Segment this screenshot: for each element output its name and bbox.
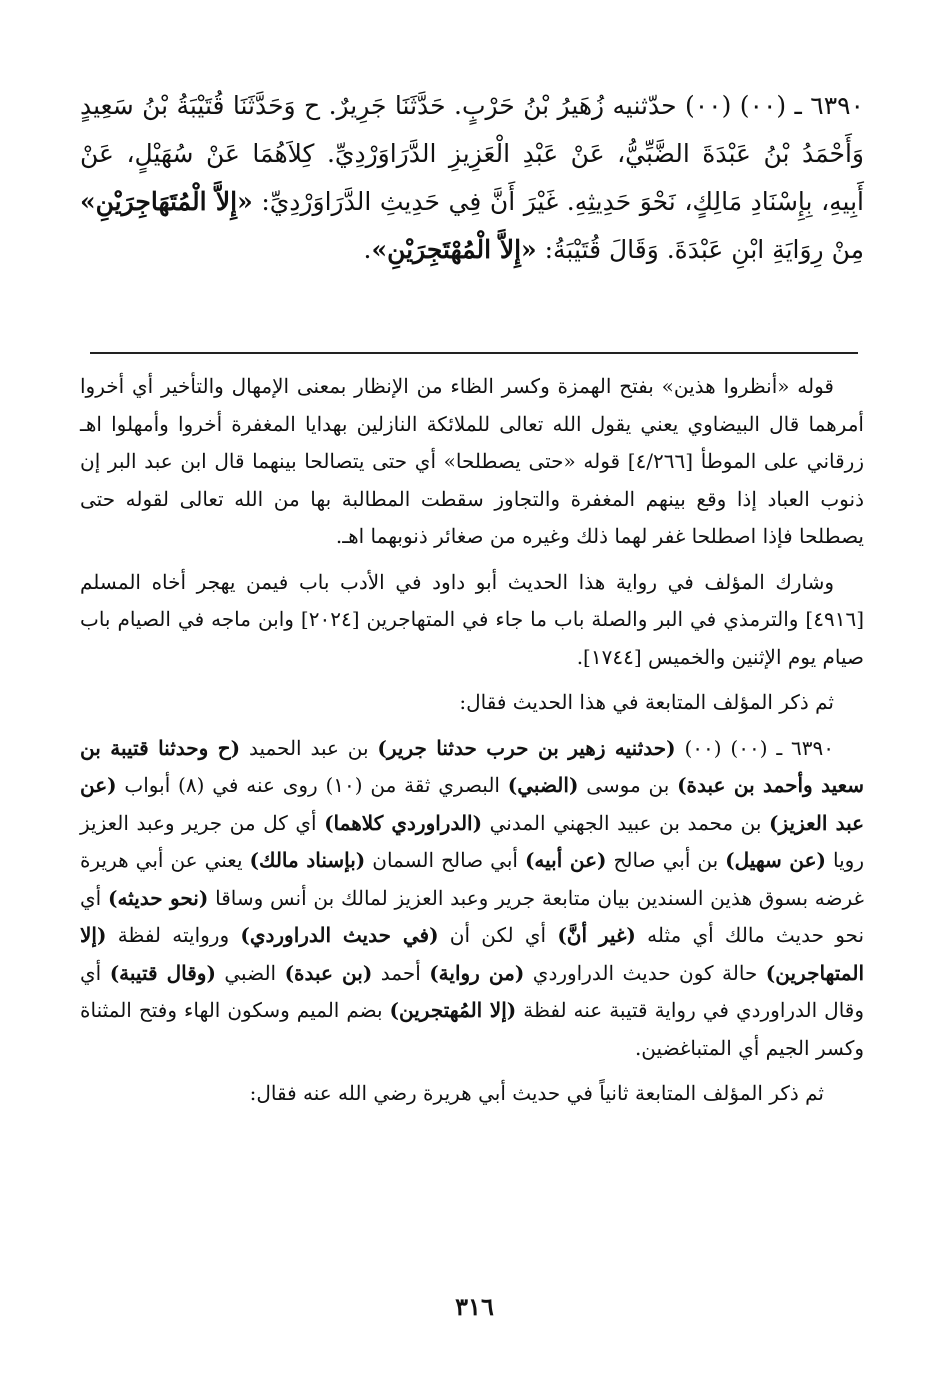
segment: بن عبد الحميد [248, 735, 369, 760]
segment: البصري ثقة من (١٠) روى عنه في (٨) أبواب [124, 773, 500, 797]
segment: بن محمد بن عبيد الجهني المدني [489, 810, 762, 835]
page-number: ٣١٦ [455, 1292, 494, 1321]
segment: يعني عن أبي هريرة غرضه بسوق هذين السندين بيان متابعة جرير وعبد العزيز لمالك بن أنس وساقا [80, 848, 865, 910]
bold-segment: (إلا المتهاجرين) [80, 923, 865, 985]
segment: حالة كون حديث الدراوردي [532, 960, 758, 985]
bold-segment: (وقال قتيبة) [109, 960, 216, 985]
commentary-paragraph-2: وشارك المؤلف في رواية هذا الحديث أبو داود في الأدب باب فيمن يهجر أخاه المسلم [٤٩١٦] والترمذي في البر والصلة باب ما جاء في المتهاجرين [٢٠٢٤] وابن ماجه في الصيام باب صيام يوم الإثنين والخميس [١٧٤٤]. [80, 569, 864, 669]
segment: الضبي [224, 960, 277, 985]
segment: وروايته لفظة [117, 923, 230, 947]
bold-segment: (بن عبدة) [284, 960, 373, 985]
bold-segment: (عن سهيل) [725, 848, 827, 872]
hadith-text [80, 82, 864, 274]
commentary-paragraph-1: قوله «أنظروا هذين» بفتح الهمزة وكسر الظاء من الإنظار بمعنى الإمهال والتأخير أي أخروا أمرهما قال البيضاوي يعني يقول الله تعالى للملائكة النازلين بهدايا المغفرة أخروا وأمهلوا اهـ زرقاني على الموطأ [٤/٢٦٦] قوله «حتى يصطلحا» أي حتى يتصالحا بينهما قال ابن عبد البر إن ذنوب العباد إذا وقع بينهم المغفرة والتجاوز سقطت المطالبة بها من الله تعالى لقوله حتى يصطلحا فإذا اصطلحا غفر لهما ذلك وغيره من صغائر ذنوبهما اهـ. [80, 374, 864, 548]
hadith-number: ٦٣٩٠ ـ (٠٠) (٠٠) [684, 91, 864, 120]
segment: بن موسى [586, 773, 670, 797]
commentary [80, 368, 864, 1121]
segment: أحمد [380, 960, 421, 985]
bold-segment: (في حديث الدراوردي) [240, 923, 439, 947]
hadith-body: حدّثنيه زُهَيرُ بْنُ حَرْبٍ. حَدَّثَنَا جَرِيرٌ. ح وَحَدَّثَنَا قُتَيْبَةُ بْنُ سَعِيدٍ وَأَحْمَدُ بْنُ عَبْدَةَ الضَّبِّيُّ، عَنْ عَبْدِ الْعَزِيزِ الدَّرَاوَرْدِيِّ. كِلاَهُمَا عَنْ سُهَيْلٍ، عَنْ أَبِيهِ، بِإِسْنَادِ مَالِكٍ، نَحْوَ حَدِيثِهِ. غَيْرَ أَنَّ فِي حَدِيثِ الدَّرَاوَرْدِيِّ: [80, 91, 864, 216]
bold-segment: (عن أبيه) [524, 848, 607, 872]
segment: بن أبي صالح [613, 848, 719, 872]
hadith-end: . [363, 235, 372, 264]
commentary-paragraph-4 [80, 730, 864, 1068]
segment: أي لكن أن [449, 923, 547, 947]
bold-segment: (ح وحدثنا قتيبة بن سعيد وأحمد بن عبدة) [80, 735, 865, 797]
bold-segment: (نحو حديثه) [108, 885, 209, 910]
bold-segment: (بإسناد مالك) [249, 848, 366, 872]
commentary-paragraph-3: ثم ذكر المؤلف المتابعة في هذا الحديث فقال: [459, 690, 834, 714]
quoted-word-1: «إِلاَّ الْمُتَهَاجِرَيْنِ» [80, 187, 253, 216]
segment: ٦٣٩٠ ـ (٠٠) (٠٠) [684, 735, 834, 760]
bold-segment: (عن عبد العزيز) [80, 773, 865, 835]
segment: أي كل من جرير وعبد العزيز رويا [80, 810, 864, 872]
segment: أي وقال الدراوردي في رواية قتيبة عنه لفظة [80, 960, 865, 1022]
hadith-body-2: مِنْ رِوَايَةِ ابْنِ عَبْدَةَ. وَقَالَ قُتَيْبَةُ: [544, 235, 864, 264]
segment: أبي صالح السمان [372, 848, 518, 872]
section-divider [90, 352, 858, 354]
commentary-paragraph-5: ثم ذكر المؤلف المتابعة ثانياً في حديث أبي هريرة رضي الله عنه فقال: [249, 1081, 824, 1105]
bold-segment: (حدثنيه زهير بن حرب حدثنا جرير) [377, 735, 676, 760]
bold-segment: (الدراوردي كلاهما) [324, 810, 483, 835]
segment: بضم الميم وسكون الهاء وفتح المثناة وكسر الجيم أي المتباغضين. [80, 998, 864, 1060]
bold-segment: (من رواية) [429, 960, 525, 985]
bold-segment: (إلا المُهتجرين) [389, 998, 517, 1022]
segment: أي نحو حديث مالك أي مثله [80, 885, 865, 947]
bold-segment: (غير أنَّ) [557, 923, 636, 947]
quoted-word-2: «إِلاَّ الْمُهْتَجِرَيْنِ» [371, 235, 537, 264]
bold-segment: (الضبي) [507, 773, 579, 797]
